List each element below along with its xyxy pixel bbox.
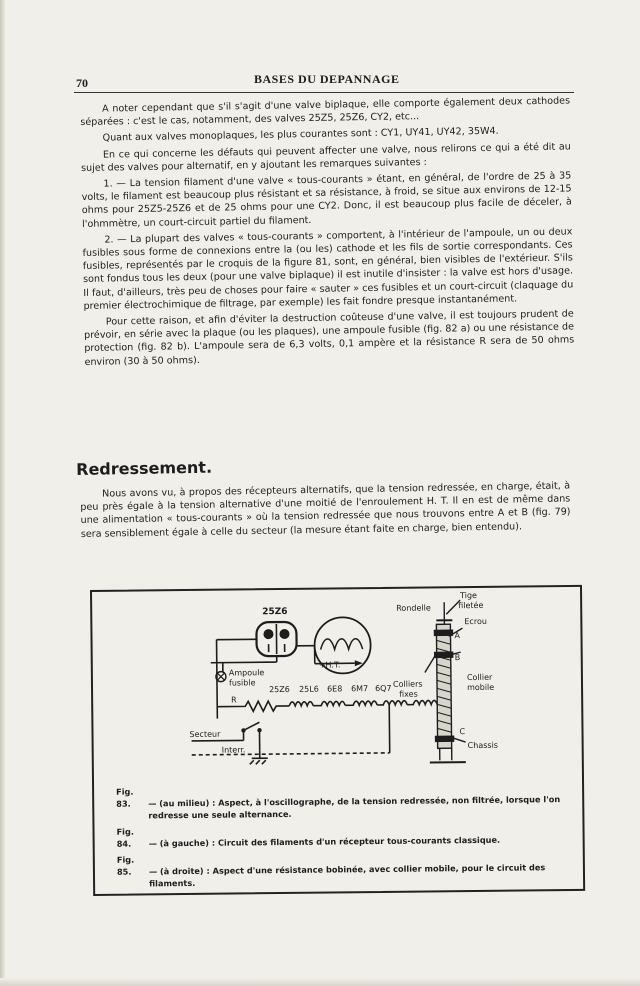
label-tige: Tige bbox=[460, 590, 478, 601]
label-fixes: fixes bbox=[399, 689, 418, 699]
caption-fig83 bbox=[116, 781, 562, 822]
caption-text: — (au milieu) : Aspect, à l'oscillographe, de la tension redressée, non filtrée, lorsque l'on redresse une seule alternance. bbox=[148, 794, 561, 821]
caption-number: Fig. 85. bbox=[116, 854, 135, 877]
label-rondelle: Rondelle bbox=[396, 603, 431, 613]
label-fusible: fusible bbox=[228, 678, 256, 688]
label-colliers: Colliers bbox=[392, 679, 423, 689]
filament-label: 6Q7 bbox=[375, 683, 392, 694]
running-title: BASES DU DEPANNAGE bbox=[254, 72, 400, 86]
figure-diagram bbox=[92, 587, 582, 782]
paragraph: Pour cette raison, et afin d'éviter la destruction coûteuse d'une valve, il est toujours prudent de prévoir, en série avec la plaque (ou les plaques), une ampoule fusible (fig. 82 a) ou une résistance de protection (fig. 82 b). L'ampoule sera de 6,3 volts, 0,1 ampère et la résistance R sera de 50 ohms environ (30 à 50 ohms). bbox=[83, 308, 575, 368]
figure-box bbox=[90, 585, 585, 896]
label-b: B bbox=[454, 653, 461, 663]
label-tube: 25Z6 bbox=[262, 606, 288, 618]
page-edge-bottom bbox=[0, 978, 640, 986]
label-chassis: Chassis bbox=[467, 740, 498, 751]
caption-fig85 bbox=[117, 849, 563, 890]
label-r: R bbox=[231, 695, 237, 705]
filament-label: 6M7 bbox=[351, 684, 369, 694]
section-text bbox=[80, 479, 571, 540]
page-edge bbox=[0, 0, 6, 986]
section-heading: Redressement. bbox=[76, 457, 213, 479]
figure-captions bbox=[116, 781, 563, 894]
label-collier: Collier bbox=[466, 672, 493, 683]
caption-fig84 bbox=[116, 821, 562, 850]
paragraph: Nous avons vu, à propos des récepteurs alternatifs, que la tension redressée, en charge, était, à peu près égale à la tension alternative d'une moitié de l'enroulement H. T. Il en est de même dans une alimentation « tous-courants » où la tension redressée que nous trouvons entre A et B (fig. 79) sera sensiblement égale à celle du secteur (la mesure étant faite en charge, bien entendu). bbox=[80, 480, 571, 540]
label-secteur: Secteur bbox=[189, 729, 221, 739]
label-ht: +H.T. bbox=[318, 660, 341, 670]
fig85-resistor bbox=[424, 600, 466, 762]
label-c: C bbox=[459, 727, 466, 737]
paragraph: En ce qui concerne les défauts qui peuvent affecter une valve, nous relirons ce qui a été dit au sujet des valves pour alternatif, en y ajoutant les remarques suivantes : bbox=[81, 141, 571, 174]
label-ampoule: Ampoule bbox=[228, 668, 265, 678]
caption-number: Fig. 83. bbox=[116, 786, 134, 809]
filament-label: 6E8 bbox=[327, 684, 343, 694]
filament-label: 25Z6 bbox=[269, 684, 290, 695]
caption-text: — (à droite) : Aspect d'une résistance bobinée, avec collier mobile, pour le circuit des filaments. bbox=[148, 862, 546, 889]
caption-text: — (à gauche) : Circuit des filaments d'un récepteur tous-courants classique. bbox=[148, 834, 501, 849]
caption-number: Fig. 84. bbox=[116, 826, 134, 849]
paragraph: 1. — La tension filament d'une valve « tous-courants » étant, en général, de l'ordre de 25 à 35 volts, le filament est beaucoup plus résistant et sa résistance, à froid, se situe aux environs de 12-15 ohms pour 25Z5-25Z6 et de 25 ohms pour une CY2. Donc, il est beaucoup plus facile de déceler, à l'ohmmètre, un court-circuit partiel du filament. bbox=[81, 170, 572, 230]
paragraph: Quant aux valves monoplaques, les plus courantes sont : CY1, UY41, UY42, 35W4. bbox=[102, 126, 499, 145]
filament-label: 25L6 bbox=[299, 684, 319, 694]
page-number: 70 bbox=[76, 76, 88, 90]
page-header bbox=[74, 70, 574, 93]
label-a: A bbox=[454, 631, 461, 641]
paragraph: A noter cependant que s'il s'agit d'une valve biplaque, elle comporte également deux cathodes séparées : c'est le cas, notamment, des valves 25Z5, 25Z6, CY2, etc... bbox=[80, 95, 571, 129]
label-mobile: mobile bbox=[466, 682, 495, 693]
body-text bbox=[80, 94, 575, 371]
paragraph: 2. — La plupart des valves « tous-courants » comportent, à l'intérieur de l'ampoule, un ou deux fusibles sous forme de connexions entre la (ou les) cathode et les fils de sortie correspondants. Ces fusibles, représentés par le croquis de la figure 81, sont, en général, bien visibles de l'extérieur. S'ils sont fondus tous les deux (pour une valve biplaque) il est inutile d'insister : la valve est hors d'usage. Il faut, d'ailleurs, très peu de choses pour faire « sauter » ces fusibles et un court-circuit (claquage du premier électrochimique de filtrage, par exemple) les fait fondre presque instantanément. bbox=[82, 226, 574, 312]
label-filetee: filetée bbox=[458, 600, 484, 611]
label-ecrou: Ecrou bbox=[464, 616, 487, 627]
label-interr: Interr. bbox=[221, 745, 246, 755]
filament-tube-labels bbox=[269, 684, 392, 694]
